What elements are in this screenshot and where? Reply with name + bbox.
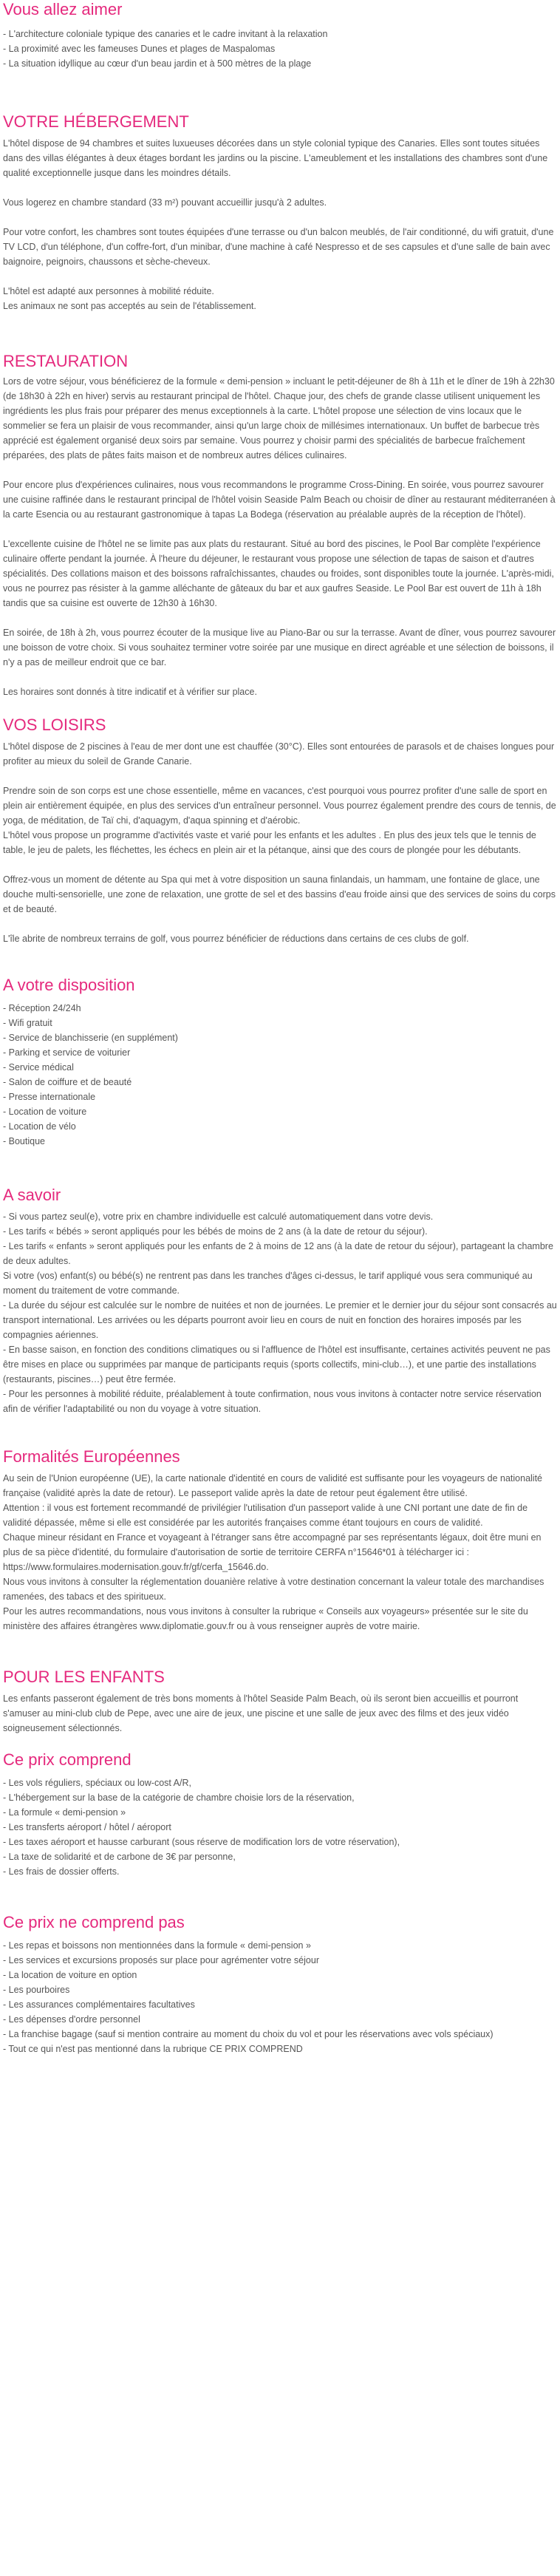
paragraph: - En basse saison, en fonction des conditions climatiques ou si l'affluence de l'hôtel est insuffisante, certaines activités peuvent ne pas être mises en place ou supprimées par manque de participants requis (sports collectifs, mini-club…), et une partie des installations (restaurants, piscines…) peut être fermée. [3,1345,550,1384]
paragraph: Chaque mineur résidant en France et voyageant à l'étranger sans être accompagné par ses représentants légaux, doit être muni en plus de sa pièce d'identité, du formulaire d'autorisation de sortie de territoire CERFA n°15646*01 à télécharger ici : https://www.formulaires.modernisation.gouv.fr/gf/cerfa_15646.do. [3,1532,542,1572]
section-title: VOS LOISIRS [3,716,106,734]
paragraph: Si votre (vos) enfant(s) ou bébé(s) ne rentrent pas dans les tranches d'âges ci-dessus, le tarif appliqué vous sera communiqué au moment du traitement de votre commande. [3,1271,533,1296]
paragraph: - Les tarifs « enfants » seront appliqués pour les enfants de 2 à moins de 12 ans (à la date de retour du séjour), partageant la chambre de deux adultes. [3,1241,553,1266]
section-prix-comprend [3,1750,557,1879]
paragraph: L'hôtel dispose de 2 piscines à l'eau de mer dont une est chauffée (30°C). Elles sont entourées de parasols et de chaises longues pour profiter au mieux du soleil de Grande Canarie. [3,741,555,767]
list-item: - Les frais de dossier offerts. [3,1866,120,1877]
paragraph: L'hôtel vous propose un programme d'activités vaste et varié pour les enfants et les adultes . En plus des jeux tels que le tennis de table, le jeu de palets, les fléchettes, les échecs en plein air et la pétanque, ainsi que des cours de plongée pour les débutants. [3,830,536,855]
list-item: - Location de voiture [3,1107,87,1117]
list-item: - Tout ce qui n'est pas mentionné dans la rubrique CE PRIX COMPREND [3,2044,303,2054]
paragraph: Nous vous invitons à consulter la réglementation douanière relative à votre destination concernant la valeur totale des marchandises ramenées, des tabacs et des spiritueux. [3,1577,544,1602]
section-loisirs [3,716,557,946]
paragraph: L'île abrite de nombreux terrains de golf, vous pourrez bénéficier de réductions dans certains de ces clubs de golf. [3,934,469,944]
paragraph: Lors de votre séjour, vous bénéficierez de la formule « demi-pension » incluant le petit-déjeuner de 8h à 11h et le dîner de 19h à 22h30 (de 18h30 à 22h en hiver) servis au restaurant principal de l'hôtel. Chaque jour, des chefs de grande classe utilisent uniquement les ingrédients les plus frais pour préparer des menus exceptionnels à la carte. L'hôtel propose une sélection de vins locaux que le sommelier se fera un plaisir de vous recommander, ainsi qu'un large choix de millésimes internationaux. Un buffet de barbecue très apprécié est également organisé deux soirs par semaine. Vous pourrez y choisir parmi des spécialités de barbecue fraîchement préparées, des plats de pâtes faits maison et de nombreux autres délices culinaires. [3,376,555,461]
list-item: - La proximité avec les fameuses Dunes et plages de Maspalomas [3,44,276,54]
section-title: A savoir [3,1186,61,1204]
paragraph: Pour encore plus d'expériences culinaires, nous vous recommandons le programme Cross-Dining. En soirée, vous pourrez savourer une cuisine raffinée dans le restaurant principal de l'hôtel voisin Seaside Palm Beach ou choisir de dîner au restaurant méditerranéen à la carte Esencia ou au restaurant gastronomique à tapas La Bodega (réservation au préalable auprès de la réception de l'hôtel). [3,480,556,520]
section-formalites [3,1447,557,1634]
section-title: Ce prix comprend [3,1750,132,1769]
list-item: - Location de vélo [3,1121,76,1132]
list-item: - La franchise bagage (sauf si mention contraire au moment du choix du vol et pour les réservations avec vols spéciaux) [3,2029,494,2039]
paragraph: Prendre soin de son corps est une chose essentielle, même en vacances, c'est pourquoi vous pourrez profiter d'une salle de sport en plein air entièrement équipée, en plus des services d'un entraîneur personnel. Vous pourrez également prendre des cours de tennis, de yoga, de méditation, de Taï chi, d'aquagym, d'aqua spinning et d'aérobic. [3,786,556,826]
paragraph: - Les tarifs « bébés » seront appliqués pour les bébés de moins de 2 ans (à la date de retour du séjour). [3,1226,428,1237]
paragraph: Pour les autres recommandations, nous vous invitons à consulter la rubrique « Conseils aux voyageurs» présentée sur le site du ministère des affaires étrangères www.diplomatie.gouv.fr ou à vous renseigner auprès de votre mairie. [3,1606,528,1631]
list-item: - Les vols réguliers, spéciaux ou low-cost A/R, [3,1778,191,1788]
section-title: POUR LES ENFANTS [3,1668,165,1686]
list-item: - Boutique [3,1136,45,1146]
highlights-list [3,27,557,71]
paragraph: Offrez-vous un moment de détente au Spa qui met à votre disposition un sauna finlandais, un hammam, une fontaine de glace, une douche multi-sensorielle, une zone de relaxation, une grotte de sel et des bassins d'eau froide ainsi que des services de soins du corps et de beauté. [3,874,556,914]
paragraph: L'hôtel est adapté aux personnes à mobilité réduite. [3,286,214,296]
section-title: A votre disposition [3,976,135,994]
paragraph: Pour votre confort, les chambres sont toutes équipées d'une terrasse ou d'un balcon meublés, de l'air conditionné, du wifi gratuit, d'une TV LCD, d'un téléphone, d'un coffre-fort, d'un minibar, d'une machine à café Nespresso et de ses capsules et d'une salle de bain avec baignoire, peignoirs, chaussons et sèche-cheveux. [3,227,554,267]
paragraph: Vous logerez en chambre standard (33 m²) pouvant accueillir jusqu'à 2 adultes. [3,197,327,208]
paragraph: - La durée du séjour est calculée sur le nombre de nuitées et non de journées. Le premier et le dernier jour du séjour sont consacrés au transport international. Les arrivées ou les départs pourront avoir lieu en cours de nuit en fonction des horaires imposés par les compagnies aériennes. [3,1300,557,1340]
paragraph: L'excellente cuisine de l'hôtel ne se limite pas aux plats du restaurant. Situé au bord des piscines, le Pool Bar complète l'expérience culinaire offerte pendant la journée. À l'heure du déjeuner, le restaurant vous propose une sélection de tapas de saison et d'autres spécialités. Des collations maison et des boissons rafraîchissantes, chaudes ou froides, sont disponibles toute la journée. L'après-midi, vous ne pourrez pas résister à la gamme alléchante de gâteaux du bar et aux gaufres Seaside. Le Pool Bar est ouvert de 11h à 18h tandis que sa cuisine est ouverte de 12h30 à 16h30. [3,539,554,608]
paragraph: Les enfants passeront également de très bons moments à l'hôtel Seaside Palm Beach, où ils seront bien accueillis et pourront s'amuser au mini-club club de Pepe, avec une aire de jeux, une piscine et une salle de jeux avec des films et des jeux vidéo soigneusement sélectionnés. [3,1693,519,1733]
section-title: Formalités Européennes [3,1447,180,1466]
list-item: - Parking et service de voiturier [3,1047,131,1058]
paragraph: Les animaux ne sont pas acceptés au sein de l'établissement. [3,301,256,311]
included-list [3,1775,557,1879]
list-item: - L'architecture coloniale typique des canaries et le cadre invitant à la relaxation [3,29,328,39]
paragraph: L'hôtel dispose de 94 chambres et suites luxueuses décorées dans un style colonial typique des Canaries. Elles sont toutes situées dans des villas élégantes à deux étages bordant les jardins ou la piscine. L'ameublement et les installations des chambres sont d'une qualité exceptionnelle jusque dans les moindres détails. [3,138,548,178]
list-item: - Les services et excursions proposés sur place pour agrémenter votre séjour [3,1955,319,1965]
section-title: Ce prix ne comprend pas [3,1913,185,1931]
list-item: - Les dépenses d'ordre personnel [3,2014,140,2025]
paragraph: Attention : il vous est fortement recommandé de privilégier l'utilisation d'un passeport valide à une CNI portant une date de fin de validité dépassée, même si elle est considérée par les autorités françaises comme étant toujours en cours de validité. [3,1503,528,1528]
section-a-savoir [3,1186,557,1416]
list-item: - Les repas et boissons non mentionnées dans la formule « demi-pension » [3,1940,311,1951]
section-prix-ne-comprend-pas [3,1913,557,2056]
section-hebergement [3,112,557,313]
list-item: - Service de blanchisserie (en supplément) [3,1033,178,1043]
list-item: - La location de voiture en option [3,1970,137,1980]
paragraph: En soirée, de 18h à 2h, vous pourrez écouter de la musique live au Piano-Bar ou sur la terrasse. Avant de dîner, vous pourrez savourer une boisson de votre choix. Si vous souhaitez terminer votre soirée par une musique en direct agréable et une sélection de boissons, il n'y a pas de meilleur endroit que ce bar. [3,628,556,667]
section-enfants [3,1668,557,1736]
paragraph: - Si vous partez seul(e), votre prix en chambre individuelle est calculé automatiquement dans votre devis. [3,1211,434,1222]
section-title: Vous allez aimer [3,0,123,18]
paragraph: Les horaires sont donnés à titre indicatif et à vérifier sur place. [3,687,257,697]
list-item: - La situation idyllique au cœur d'un beau jardin et à 500 mètres de la plage [3,58,312,69]
list-item: - Réception 24/24h [3,1003,81,1013]
list-item: - Presse internationale [3,1092,96,1102]
list-item: - Salon de coiffure et de beauté [3,1077,132,1087]
services-list [3,1001,557,1149]
paragraph: - Pour les personnes à mobilité réduite, préalablement à toute confirmation, nous vous invitons à contacter notre service réservation afin de vérifier l'adaptabilité ou non du voyage à votre situation. [3,1389,542,1414]
list-item: - Les taxes aéroport et hausse carburant (sous réserve de modification lors de votre réservation), [3,1837,400,1847]
list-item: - La taxe de solidarité et de carbone de 3€ par personne, [3,1852,236,1862]
list-item: - Service médical [3,1062,74,1073]
paragraph: Au sein de l'Union européenne (UE), la carte nationale d'identité en cours de validité est suffisante pour les voyageurs de nationalité française (validité après la date de retour). Le passeport valide après la date de retour peut également être utilisé. [3,1473,542,1498]
list-item: - Les pourboires [3,1985,70,1995]
list-item: - Les transferts aéroport / hôtel / aéroport [3,1822,171,1832]
section-disposition [3,976,557,1149]
list-item: - L'hébergement sur la base de la catégorie de chambre choisie lors de la réservation, [3,1792,355,1803]
section-title: VOTRE HÉBERGEMENT [3,112,189,131]
section-vous-allez-aimer [3,0,557,71]
list-item: - Wifi gratuit [3,1018,52,1028]
list-item: - La formule « demi-pension » [3,1807,126,1818]
section-title: RESTAURATION [3,352,129,370]
excluded-list [3,1938,557,2056]
section-restauration [3,352,557,699]
list-item: - Les assurances complémentaires facultatives [3,1999,195,2010]
